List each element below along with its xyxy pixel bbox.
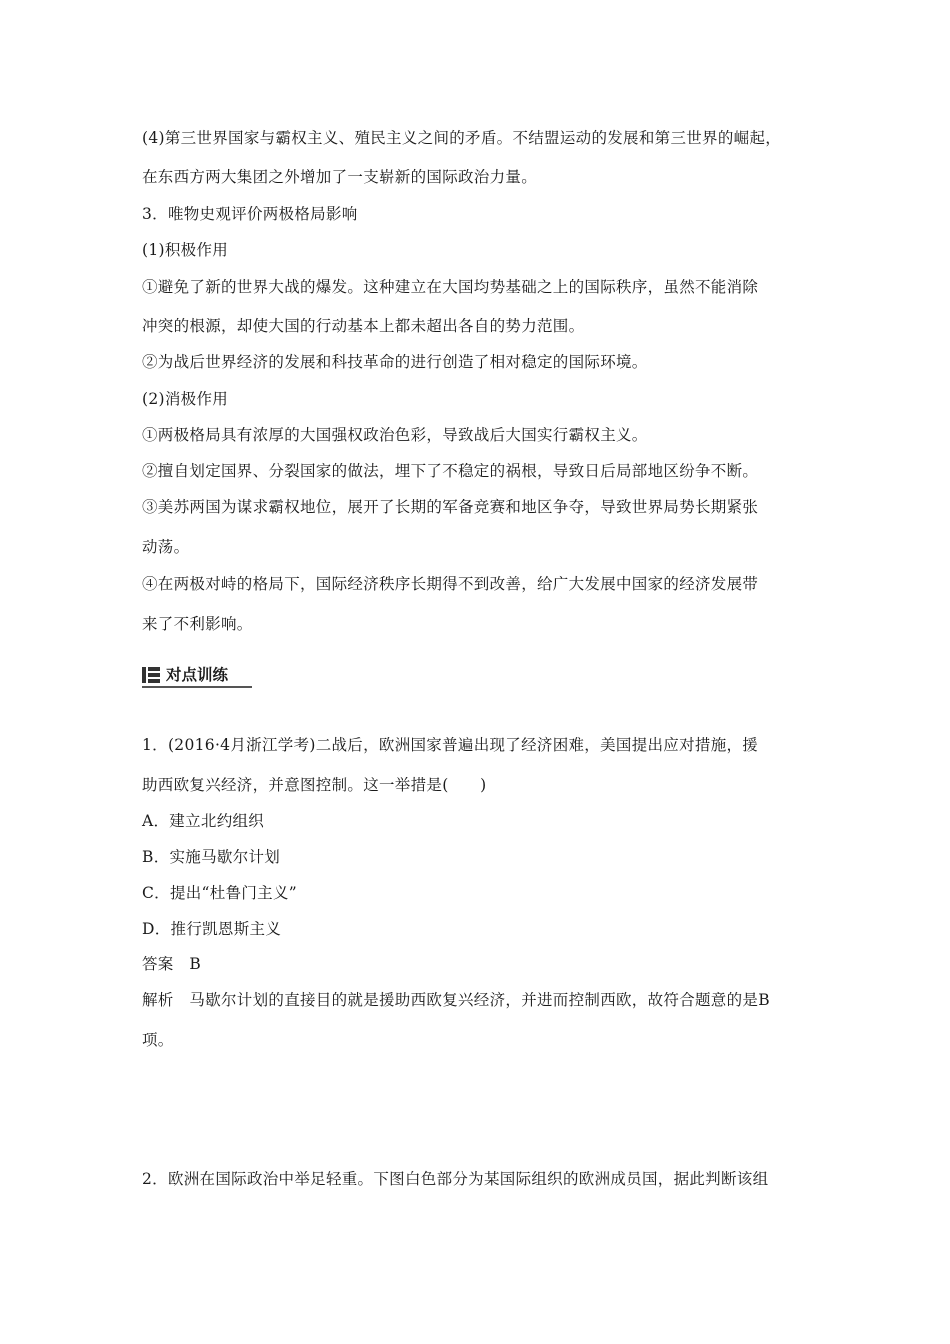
q2-stem-line1: 2．欧洲在国际政治中举足轻重。下图白色部分为某国际组织的欧洲成员国，据此判断该组 xyxy=(142,1170,769,1188)
item4-line1: (4)第三世界国家与霸权主义、殖民主义之间的矛盾。不结盟运动的发展和第三世界的崛起， xyxy=(142,129,782,147)
neg4-line2: 来了不利影响。 xyxy=(142,615,253,633)
practice-heading-text: 对点训练 xyxy=(166,666,229,684)
positive-title: (1)积极作用 xyxy=(142,241,229,259)
q1-analysis-line1: 解析 马歇尔计划的直接目的就是援助西欧复兴经济，并进而控制西欧，故符合题意的是B xyxy=(142,991,770,1009)
negative-title: (2)消极作用 xyxy=(142,390,229,408)
q1-option-c: C．提出“杜鲁门主义” xyxy=(142,884,298,902)
neg1: ①两极格局具有浓厚的大国强权政治色彩，导致战后大国实行霸权主义。 xyxy=(142,426,648,444)
pos2: ②为战后世界经济的发展和科技革命的进行创造了相对稳定的国际环境。 xyxy=(142,353,648,371)
q1-option-d: D．推行凯恩斯主义 xyxy=(142,920,282,938)
item4-line2: 在东西方两大集团之外增加了一支崭新的国际政治力量。 xyxy=(142,168,538,186)
q1-option-b: B．实施马歇尔计划 xyxy=(142,848,281,866)
q1-stem-line1: 1．(2016·4月浙江学考)二战后，欧洲国家普遍出现了经济困难，美国提出应对措施，援 xyxy=(142,736,759,754)
practice-heading xyxy=(142,665,252,687)
list-icon xyxy=(142,667,160,683)
neg2: ②擅自划定国界、分裂国家的做法，埋下了不稳定的祸根，导致日后局部地区纷争不断。 xyxy=(142,462,759,480)
pos1-line2: 冲突的根源，却使大国的行动基本上都未超出各自的势力范围。 xyxy=(142,317,585,335)
neg3-line2: 动荡。 xyxy=(142,538,190,556)
q1-answer: 答案 B xyxy=(142,955,202,973)
q1-option-a: A．建立北约组织 xyxy=(142,812,265,830)
heading-underline xyxy=(142,686,252,688)
section3-title: 3．唯物史观评价两极格局影响 xyxy=(142,205,358,223)
pos1-line1: ①避免了新的世界大战的爆发。这种建立在大国均势基础之上的国际秩序，虽然不能消除 xyxy=(142,278,759,296)
neg3-line1: ③美苏两国为谋求霸权地位，展开了长期的军备竞赛和地区争夺，导致世界局势长期紧张 xyxy=(142,498,759,516)
neg4-line1: ④在两极对峙的格局下，国际经济秩序长期得不到改善，给广大发展中国家的经济发展带 xyxy=(142,575,759,593)
q1-stem-line2: 助西欧复兴经济，并意图控制。这一举措是( ) xyxy=(142,776,487,794)
q1-analysis-line2: 项。 xyxy=(142,1031,174,1049)
